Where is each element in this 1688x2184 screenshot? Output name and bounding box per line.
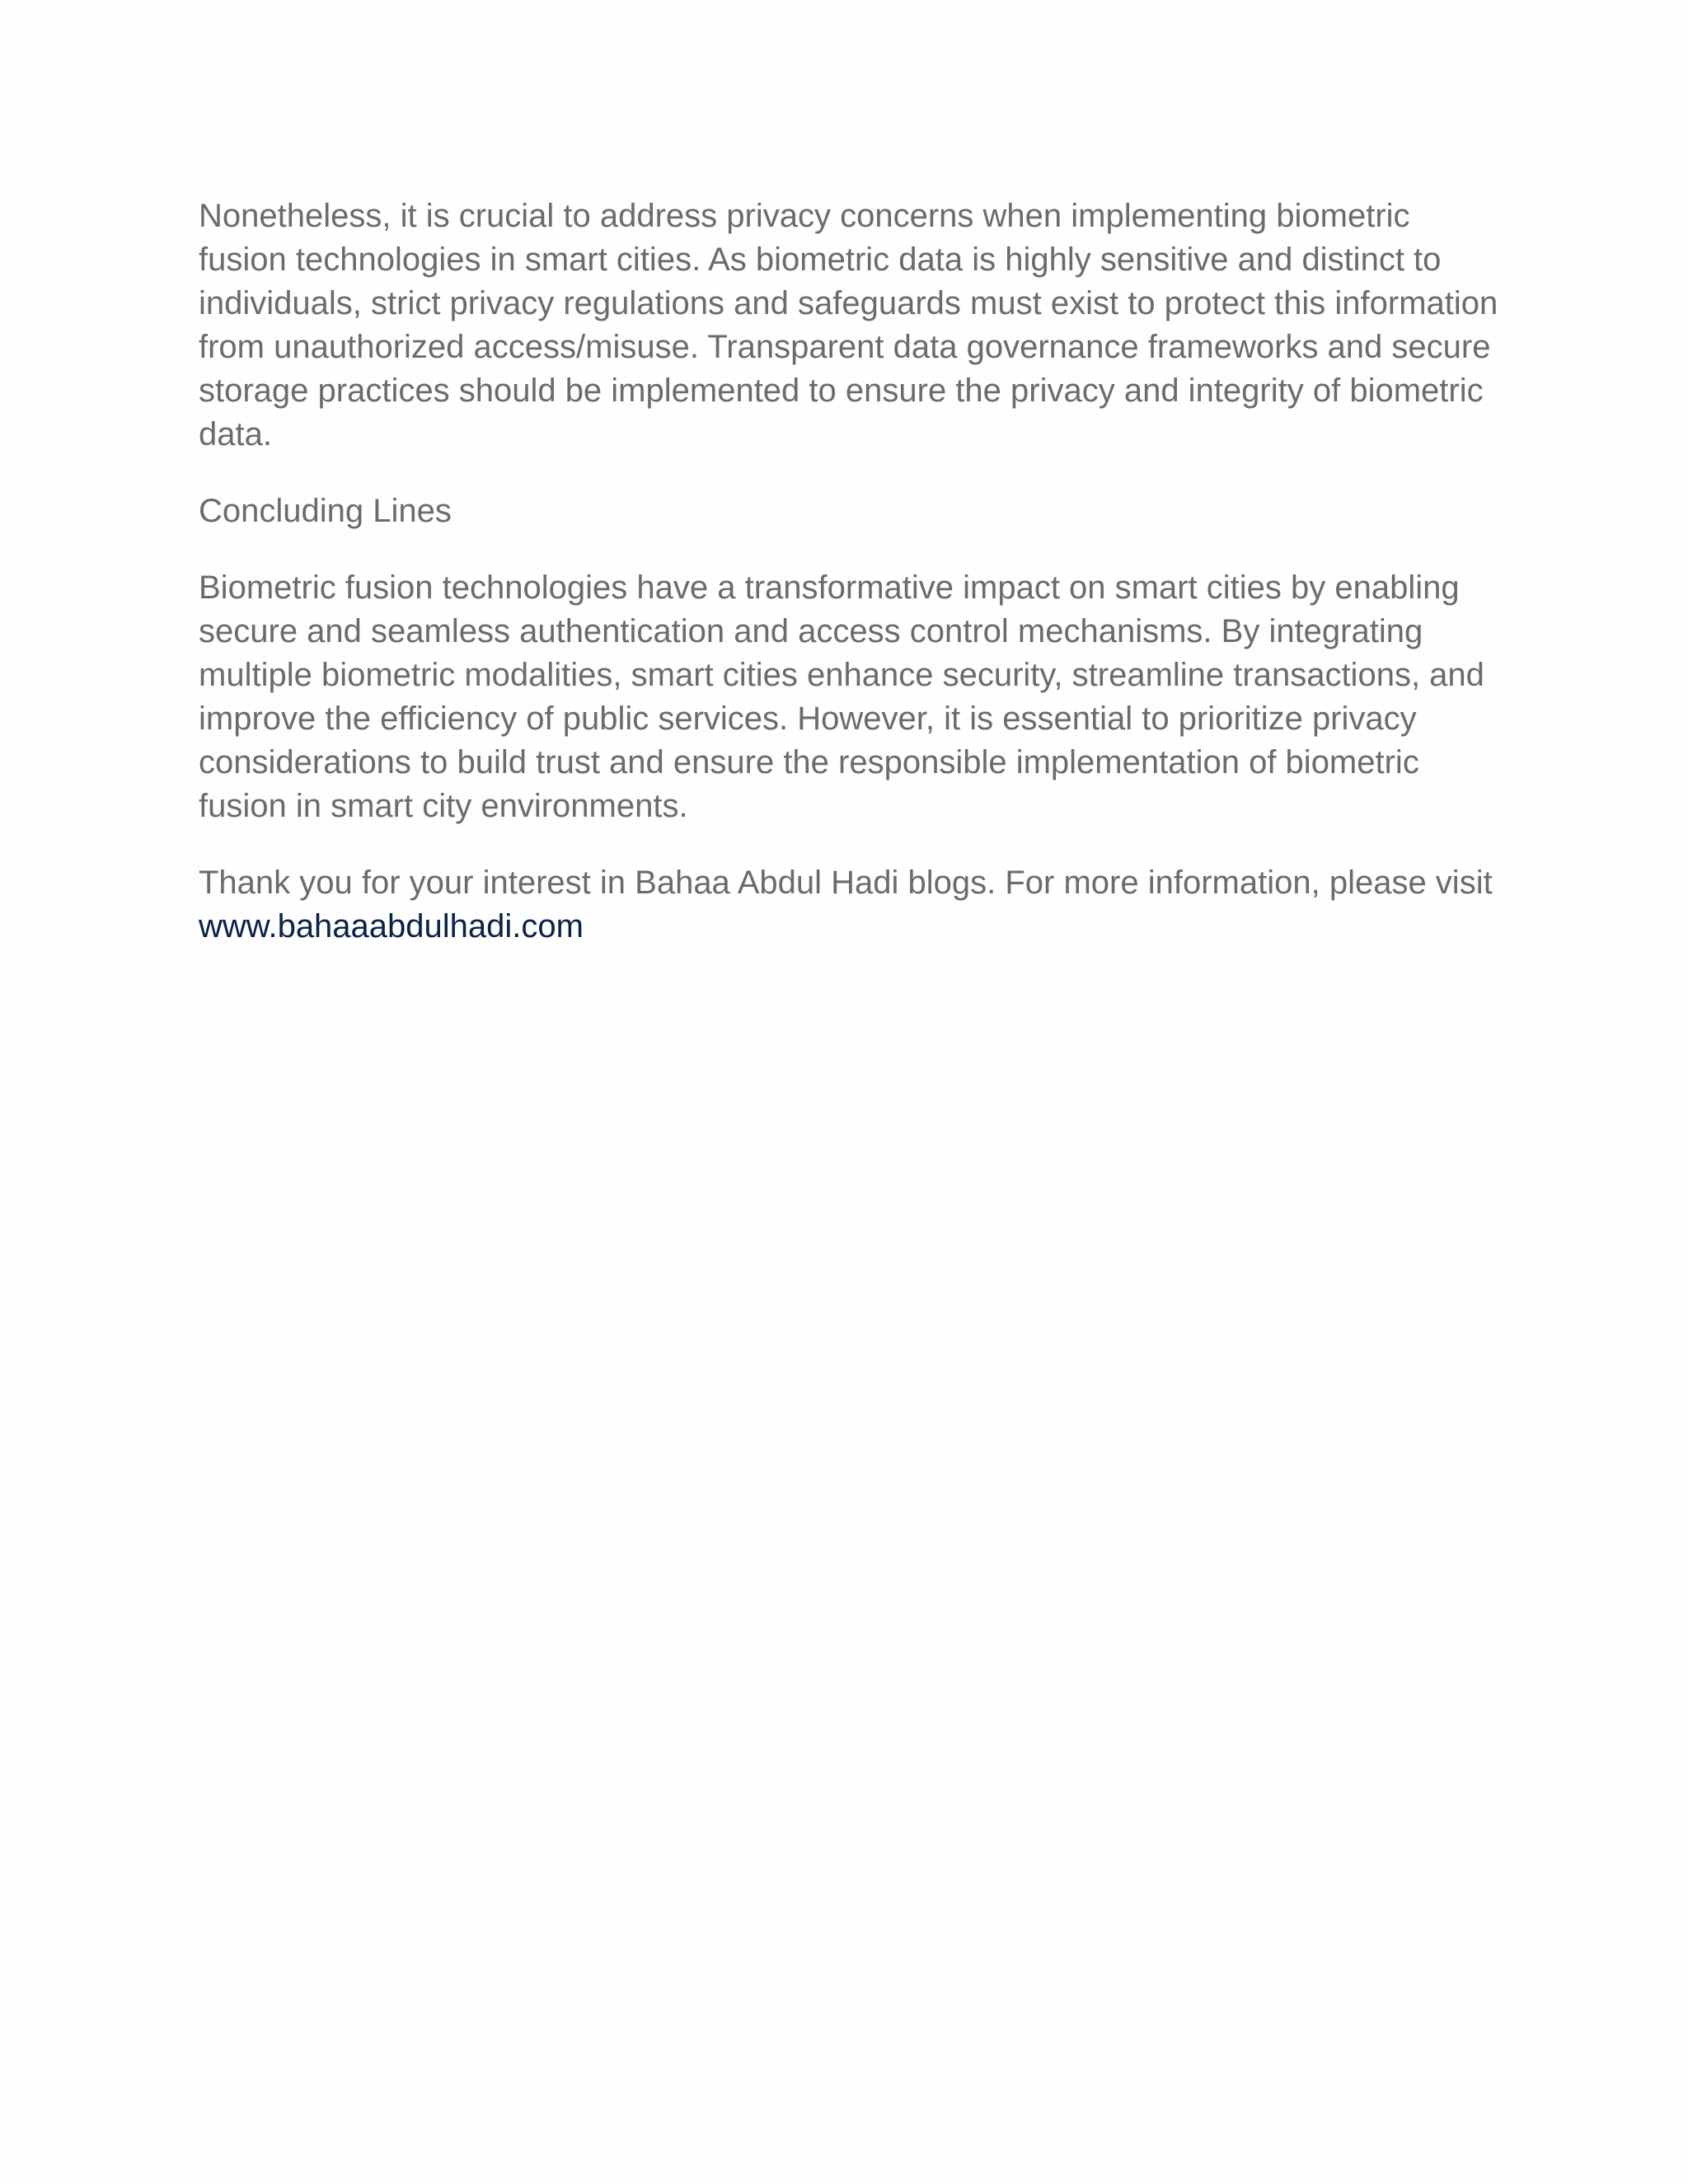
website-link[interactable]: www.bahaaabdulhadi.com	[199, 908, 584, 944]
section-heading: Concluding Lines	[199, 493, 452, 529]
document-body	[199, 194, 1501, 982]
thanks-text: Thank you for your interest in Bahaa Abdul Hadi blogs. For more information, please visit	[199, 865, 1493, 901]
conclusion-paragraph: Biometric fusion technologies have a transformative impact on smart cities by enabling secure and seamless authentication and access control mechanisms. By integrating multiple biometric modalities, smart cities enhance security, streamline transactions, and improve the efficiency of public services. However, it is essential to prioritize privacy considerations to build trust and ensure the responsible implementation of biometric fusion in smart city environments.	[199, 569, 1484, 824]
privacy-paragraph: Nonetheless, it is crucial to address privacy concerns when implementing biometric fusion technologies in smart cities. As biometric data is highly sensitive and distinct to individuals, strict privacy regulations and safeguards must exist to protect this information from unauthorized access/misuse. Transparent data governance frameworks and secure storage practices should be implemented to ensure the privacy and integrity of biometric data.	[199, 198, 1498, 452]
thanks-paragraph	[199, 861, 1501, 949]
